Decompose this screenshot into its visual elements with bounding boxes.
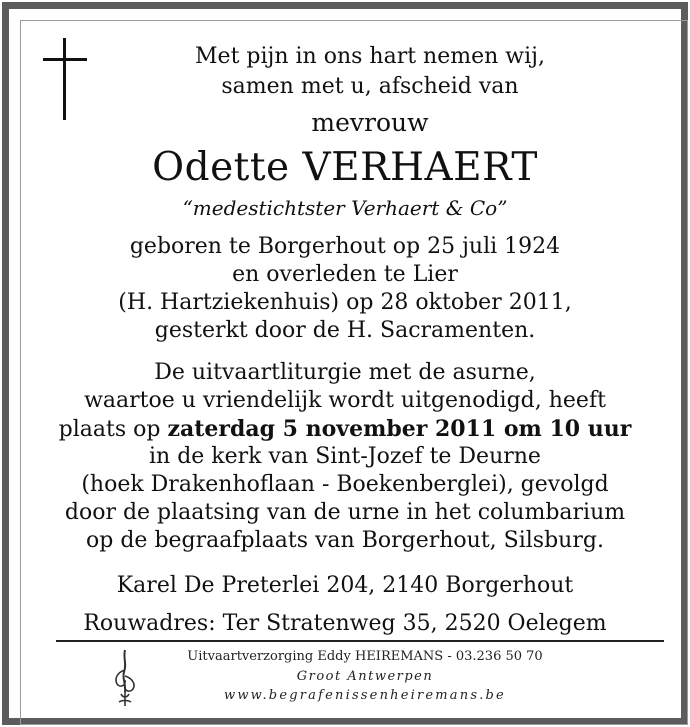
- ceremony-line-7: op de begraafplaats van Borgerhout, Silsburg.: [86, 528, 604, 553]
- footer-region: Groot Antwerpen: [296, 669, 434, 684]
- deceased-subtitle: “medestichtster Verhaert & Co”: [182, 196, 508, 220]
- home-address: Karel De Preterlei 204, 2140 Borgerhout: [116, 573, 574, 598]
- funeral-home-logo-icon: [108, 648, 142, 708]
- footer-company: Uitvaartverzorging Eddy HEIREMANS - 03.236 50 70: [187, 649, 543, 664]
- title-word: mevrouw: [311, 108, 429, 137]
- ceremony-line-3-prefix: plaats op: [58, 417, 168, 442]
- birth-line-1: geboren te Borgerhout op 25 juli 1924: [129, 234, 561, 259]
- ceremony-line-4: in de kerk van Sint-Jozef te Deurne: [149, 444, 541, 469]
- rouwadres: Rouwadres: Ter Stratenweg 35, 2520 Oelegem: [83, 611, 607, 636]
- cross-icon: [43, 38, 87, 120]
- ceremony-line-6: door de plaatsing van de urne in het columbarium: [64, 500, 626, 525]
- footer-divider: [56, 640, 664, 642]
- ceremony-line-1: De uitvaartliturgie met de asurne,: [154, 360, 536, 385]
- footer-website[interactable]: www.begrafenissenheiremans.be: [224, 688, 506, 703]
- ceremony-date: zaterdag 5 november 2011 om 10 uur: [167, 416, 632, 442]
- ceremony-line-3: [30, 418, 660, 441]
- ceremony-line-2: waartoe u vriendelijk wordt uitgenodigd, heeft: [84, 388, 606, 413]
- deceased-name: Odette VERHAERT: [152, 145, 538, 190]
- birth-line-3: (H. Hartziekenhuis) op 28 oktober 2011,: [118, 290, 572, 315]
- ceremony-line-5: (hoek Drakenhoflaan - Boekenberglei), gevolgd: [81, 472, 609, 497]
- birth-line-2: en overleden te Lier: [232, 262, 458, 287]
- intro-line-2: samen met u, afscheid van: [221, 74, 519, 99]
- birth-line-4: gesterkt door de H. Sacramenten.: [154, 318, 536, 343]
- intro-line-1: Met pijn in ons hart nemen wij,: [195, 44, 545, 69]
